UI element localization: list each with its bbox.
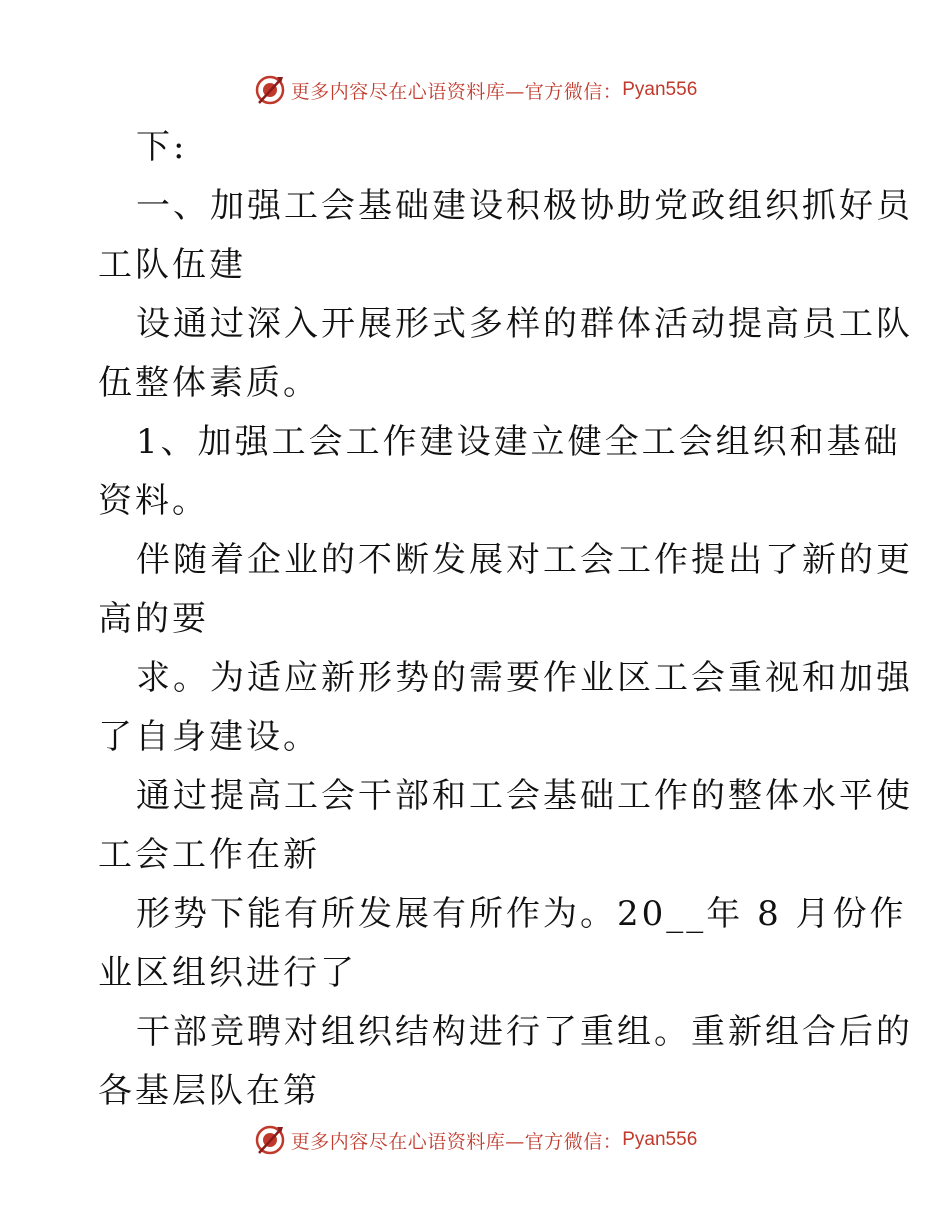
quill-logo-icon — [253, 73, 287, 107]
text-line: 各基层队在第 — [98, 1071, 320, 1111]
text-line: 伴随着企业的不断发展对工会工作提出了新的更 — [136, 540, 913, 580]
quill-logo-icon — [253, 1123, 287, 1157]
text-line: 形势下能有所发展有所作为。20__年 8 月份作 — [136, 894, 907, 934]
text-line: 干部竞聘对组织结构进行了重组。重新组合后的 — [136, 1012, 913, 1052]
document-body — [98, 118, 913, 1121]
watermark-id: Pyan556 — [622, 79, 698, 100]
watermark-text: 更多内容尽在心语资料库—官方微信： — [290, 1130, 623, 1153]
watermark-text: 更多内容尽在心语资料库—官方微信： — [290, 80, 623, 103]
text-line: 一、加强工会基础建设积极协助党政组织抓好员 — [136, 186, 913, 226]
watermark-id: Pyan556 — [622, 1129, 698, 1150]
text-line: 设通过深入开展形式多样的群体活动提高员工队 — [136, 304, 913, 344]
text-line: 求。为适应新形势的需要作业区工会重视和加强 — [136, 658, 913, 698]
text-line: 高的要 — [98, 599, 209, 639]
text-line: 了自身建设。 — [98, 717, 320, 757]
header-watermark — [0, 70, 950, 110]
text-line: 资料。 — [98, 481, 209, 521]
text-line: 工队伍建 — [98, 245, 246, 285]
text-line: 伍整体素质。 — [98, 363, 320, 403]
text-line: 1、加强工会工作建设建立健全工会组织和基础 — [136, 422, 901, 462]
footer-watermark — [0, 1120, 950, 1160]
text-line: 通过提高工会干部和工会基础工作的整体水平使 — [136, 776, 913, 816]
text-line: 下: — [136, 127, 188, 167]
text-line: 业区组织进行了 — [98, 953, 357, 993]
text-line: 工会工作在新 — [98, 835, 320, 875]
